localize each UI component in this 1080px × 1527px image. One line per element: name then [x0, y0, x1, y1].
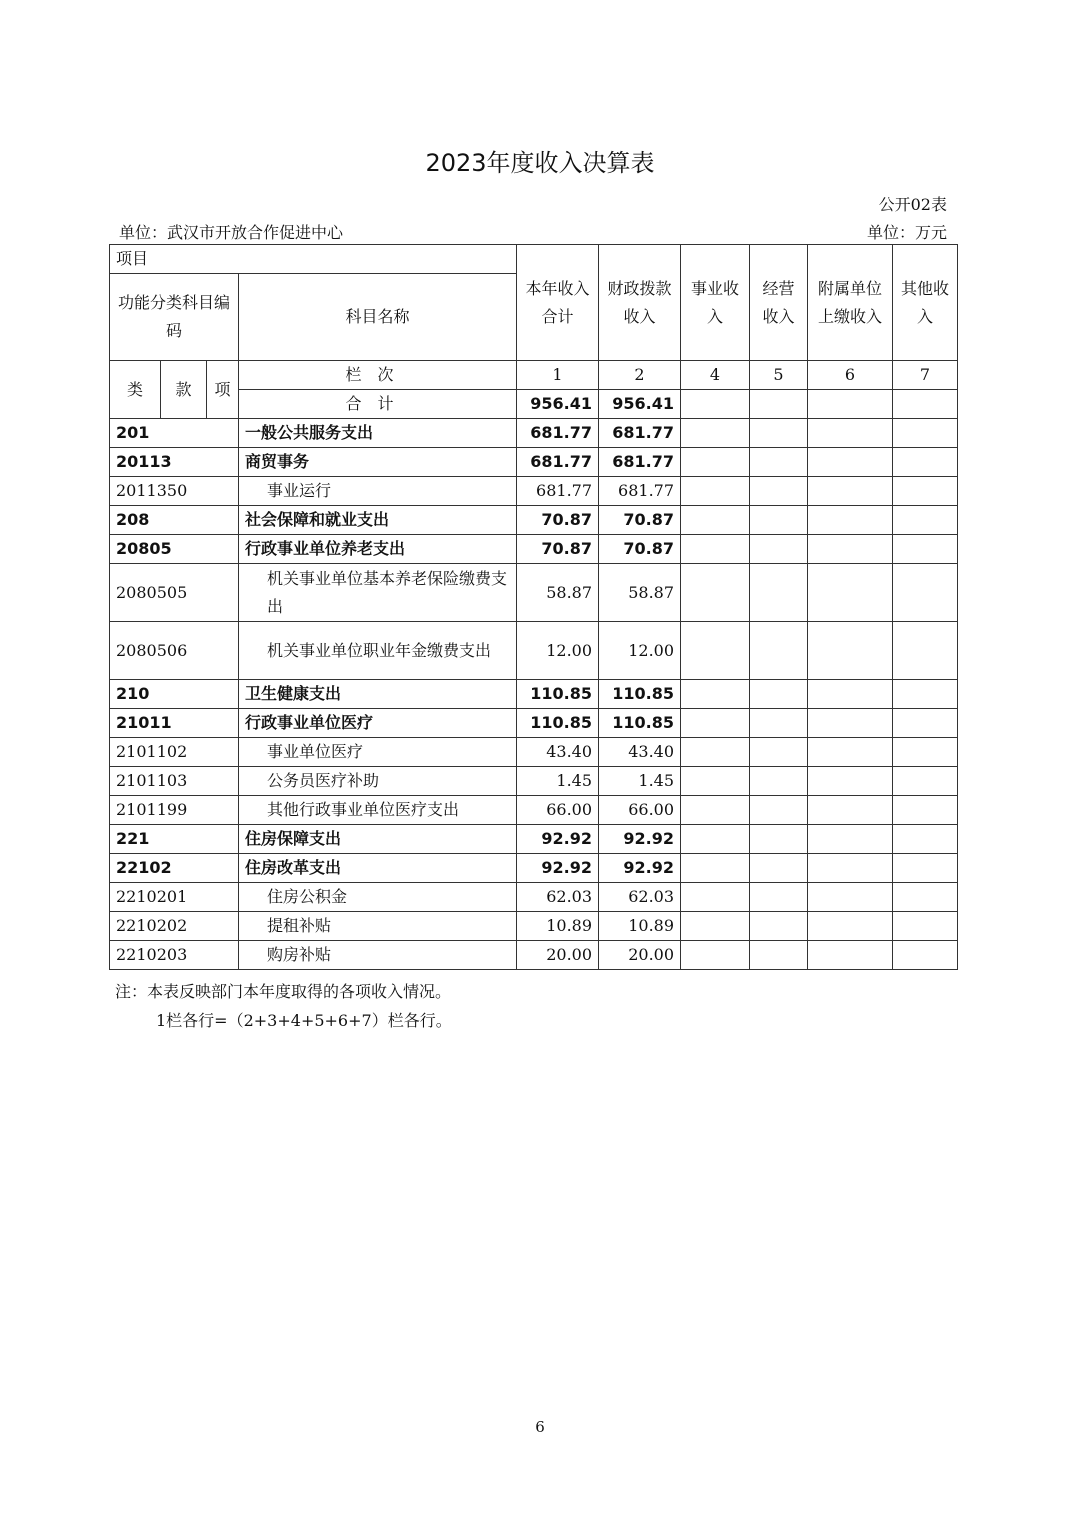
row-col7-value: [893, 941, 958, 970]
row-subject-name: 行政事业单位养老支出: [239, 535, 517, 564]
row-col5-value: [750, 796, 808, 825]
row-code: 221: [110, 825, 239, 854]
row-col6-value: [808, 796, 893, 825]
row-subject-name: 提租补贴: [239, 912, 517, 941]
row-col4-value: [681, 680, 750, 709]
table-row: [110, 535, 958, 564]
row-col1-value: 1.45: [517, 767, 599, 796]
row-col1-value: 20.00: [517, 941, 599, 970]
row-col5-value: [750, 535, 808, 564]
row-col1-value: 681.77: [517, 448, 599, 477]
table-row: [110, 448, 958, 477]
row-col7-value: [893, 709, 958, 738]
row-subject-name: 住房保障支出: [239, 825, 517, 854]
note-line-2: 1栏各行=（2+3+4+5+6+7）栏各行。: [156, 1011, 452, 1030]
row-col1-value: 70.87: [517, 506, 599, 535]
row-subject-name: 卫生健康支出: [239, 680, 517, 709]
row-col6-value: [808, 477, 893, 506]
header-project: 项目: [110, 245, 517, 274]
row-subject-name: 住房改革支出: [239, 854, 517, 883]
row-code: 2080505: [110, 564, 239, 622]
row-col1-value: 58.87: [517, 564, 599, 622]
row-col2-value: 70.87: [599, 506, 681, 535]
row-col4-value: [681, 564, 750, 622]
row-col6-value: [808, 448, 893, 477]
row-subject-name: 行政事业单位医疗: [239, 709, 517, 738]
col-number-2: 2: [599, 361, 681, 390]
row-code: 2210201: [110, 883, 239, 912]
header-lei: 类: [110, 361, 161, 419]
row-col1-value: 110.85: [517, 680, 599, 709]
header-col4: 事业收入: [681, 245, 750, 361]
row-col1-value: 681.77: [517, 419, 599, 448]
reporting-unit: 单位：武汉市开放合作促进中心: [119, 223, 344, 242]
row-col1-value: 43.40: [517, 738, 599, 767]
row-col7-value: [893, 419, 958, 448]
table-row: [110, 854, 958, 883]
row-col1-value: 92.92: [517, 854, 599, 883]
row-col7-value: [893, 448, 958, 477]
income-table: [109, 244, 958, 970]
row-col2-value: 70.87: [599, 535, 681, 564]
row-col4-value: [681, 767, 750, 796]
row-col6-value: [808, 854, 893, 883]
row-col6-value: [808, 419, 893, 448]
row-col2-value: 92.92: [599, 825, 681, 854]
row-col6-value: [808, 738, 893, 767]
row-subject-name: 事业运行: [239, 477, 517, 506]
row-col4-value: [681, 912, 750, 941]
row-col2-value: 62.03: [599, 883, 681, 912]
header-col6: 附属单位上缴收入: [808, 245, 893, 361]
row-subject-name: 机关事业单位职业年金缴费支出: [239, 622, 517, 680]
row-col6-value: [808, 825, 893, 854]
row-code: 20805: [110, 535, 239, 564]
row-col6-value: [808, 767, 893, 796]
row-col5-value: [750, 477, 808, 506]
header-subject-name: 科目名称: [239, 274, 517, 361]
row-col4-value: [681, 419, 750, 448]
row-col5-value: [750, 912, 808, 941]
row-col5-value: [750, 506, 808, 535]
total-col2: 956.41: [599, 390, 681, 419]
form-number: 公开02表: [878, 195, 947, 214]
row-col7-value: [893, 854, 958, 883]
table-row: [110, 738, 958, 767]
row-col2-value: 681.77: [599, 477, 681, 506]
row-col6-value: [808, 883, 893, 912]
row-col1-value: 70.87: [517, 535, 599, 564]
row-code: 2080506: [110, 622, 239, 680]
row-col6-value: [808, 912, 893, 941]
row-col1-value: 92.92: [517, 825, 599, 854]
row-col7-value: [893, 825, 958, 854]
col-number-6: 6: [808, 361, 893, 390]
table-body: [110, 419, 958, 970]
row-col2-value: 1.45: [599, 767, 681, 796]
row-code: 20113: [110, 448, 239, 477]
table-row: [110, 709, 958, 738]
row-subject-name: 购房补贴: [239, 941, 517, 970]
row-code: 210: [110, 680, 239, 709]
row-col5-value: [750, 419, 808, 448]
row-code: 2101102: [110, 738, 239, 767]
table-row: [110, 767, 958, 796]
col-number-5: 5: [750, 361, 808, 390]
row-code: 201: [110, 419, 239, 448]
row-col7-value: [893, 564, 958, 622]
row-code: 2101199: [110, 796, 239, 825]
row-col6-value: [808, 622, 893, 680]
row-col5-value: [750, 622, 808, 680]
row-col2-value: 20.00: [599, 941, 681, 970]
table-row: [110, 680, 958, 709]
row-col1-value: 681.77: [517, 477, 599, 506]
header-lanci: 栏次: [239, 361, 517, 390]
row-subject-name: 住房公积金: [239, 883, 517, 912]
row-col7-value: [893, 912, 958, 941]
row-code: 22102: [110, 854, 239, 883]
row-col5-value: [750, 883, 808, 912]
row-col5-value: [750, 680, 808, 709]
row-col7-value: [893, 535, 958, 564]
row-code: 208: [110, 506, 239, 535]
row-col1-value: 110.85: [517, 709, 599, 738]
row-col5-value: [750, 738, 808, 767]
row-col2-value: 110.85: [599, 709, 681, 738]
row-col1-value: 12.00: [517, 622, 599, 680]
row-col2-value: 12.00: [599, 622, 681, 680]
row-subject-name: 一般公共服务支出: [239, 419, 517, 448]
total-col5: [750, 390, 808, 419]
row-col2-value: 110.85: [599, 680, 681, 709]
notes: [115, 977, 452, 1035]
row-col6-value: [808, 941, 893, 970]
page-number: 6: [535, 1418, 545, 1436]
row-code: 2210203: [110, 941, 239, 970]
row-col6-value: [808, 564, 893, 622]
row-subject-name: 商贸事务: [239, 448, 517, 477]
row-col5-value: [750, 448, 808, 477]
row-col4-value: [681, 883, 750, 912]
row-col5-value: [750, 854, 808, 883]
row-col6-value: [808, 506, 893, 535]
total-label: 合计: [239, 390, 517, 419]
row-code: 21011: [110, 709, 239, 738]
total-col6: [808, 390, 893, 419]
page-title: 2023年度收入决算表: [425, 149, 655, 177]
header-col7: 其他收入: [893, 245, 958, 361]
total-col4: [681, 390, 750, 419]
row-col4-value: [681, 622, 750, 680]
col-number-4: 4: [681, 361, 750, 390]
row-col7-value: [893, 680, 958, 709]
row-col4-value: [681, 825, 750, 854]
note-line-1: 注：本表反映部门本年度取得的各项收入情况。: [115, 982, 452, 1001]
row-code: 2011350: [110, 477, 239, 506]
table-header: [110, 245, 958, 419]
row-col4-value: [681, 448, 750, 477]
header-kuan: 款: [161, 361, 207, 419]
row-col2-value: 681.77: [599, 448, 681, 477]
row-col6-value: [808, 535, 893, 564]
row-col4-value: [681, 535, 750, 564]
row-col4-value: [681, 796, 750, 825]
row-col2-value: 92.92: [599, 854, 681, 883]
row-col7-value: [893, 506, 958, 535]
total-col1: 956.41: [517, 390, 599, 419]
row-col2-value: 58.87: [599, 564, 681, 622]
header-xiang: 项: [207, 361, 239, 419]
row-subject-name: 公务员医疗补助: [239, 767, 517, 796]
row-col6-value: [808, 680, 893, 709]
row-col2-value: 10.89: [599, 912, 681, 941]
row-col2-value: 681.77: [599, 419, 681, 448]
table-row: [110, 419, 958, 448]
row-col7-value: [893, 622, 958, 680]
col-number-1: 1: [517, 361, 599, 390]
table-row: [110, 564, 958, 622]
table-row: [110, 622, 958, 680]
row-col5-value: [750, 767, 808, 796]
col-number-7: 7: [893, 361, 958, 390]
row-col5-value: [750, 941, 808, 970]
row-col7-value: [893, 796, 958, 825]
row-col4-value: [681, 477, 750, 506]
header-func-code: 功能分类科目编码: [110, 274, 239, 361]
row-subject-name: 其他行政事业单位医疗支出: [239, 796, 517, 825]
row-subject-name: 机关事业单位基本养老保险缴费支出: [239, 564, 517, 622]
row-col7-value: [893, 477, 958, 506]
table-row: [110, 883, 958, 912]
row-col6-value: [808, 709, 893, 738]
table-row: [110, 506, 958, 535]
row-col1-value: 62.03: [517, 883, 599, 912]
table-row: [110, 912, 958, 941]
row-col7-value: [893, 883, 958, 912]
row-col2-value: 43.40: [599, 738, 681, 767]
header-col2: 财政拨款收入: [599, 245, 681, 361]
row-col7-value: [893, 738, 958, 767]
row-col5-value: [750, 709, 808, 738]
header-col5: 经营收入: [750, 245, 808, 361]
row-col4-value: [681, 854, 750, 883]
row-code: 2101103: [110, 767, 239, 796]
row-col5-value: [750, 564, 808, 622]
table-row: [110, 477, 958, 506]
row-col7-value: [893, 767, 958, 796]
row-col4-value: [681, 709, 750, 738]
table-row: [110, 825, 958, 854]
row-col5-value: [750, 825, 808, 854]
row-col4-value: [681, 506, 750, 535]
table-row: [110, 941, 958, 970]
row-col4-value: [681, 738, 750, 767]
table-row: [110, 796, 958, 825]
total-col7: [893, 390, 958, 419]
row-col2-value: 66.00: [599, 796, 681, 825]
row-subject-name: 事业单位医疗: [239, 738, 517, 767]
row-col4-value: [681, 941, 750, 970]
row-code: 2210202: [110, 912, 239, 941]
row-subject-name: 社会保障和就业支出: [239, 506, 517, 535]
header-col1: 本年收入合计: [517, 245, 599, 361]
row-col1-value: 66.00: [517, 796, 599, 825]
currency-unit: 单位：万元: [866, 223, 947, 242]
row-col1-value: 10.89: [517, 912, 599, 941]
